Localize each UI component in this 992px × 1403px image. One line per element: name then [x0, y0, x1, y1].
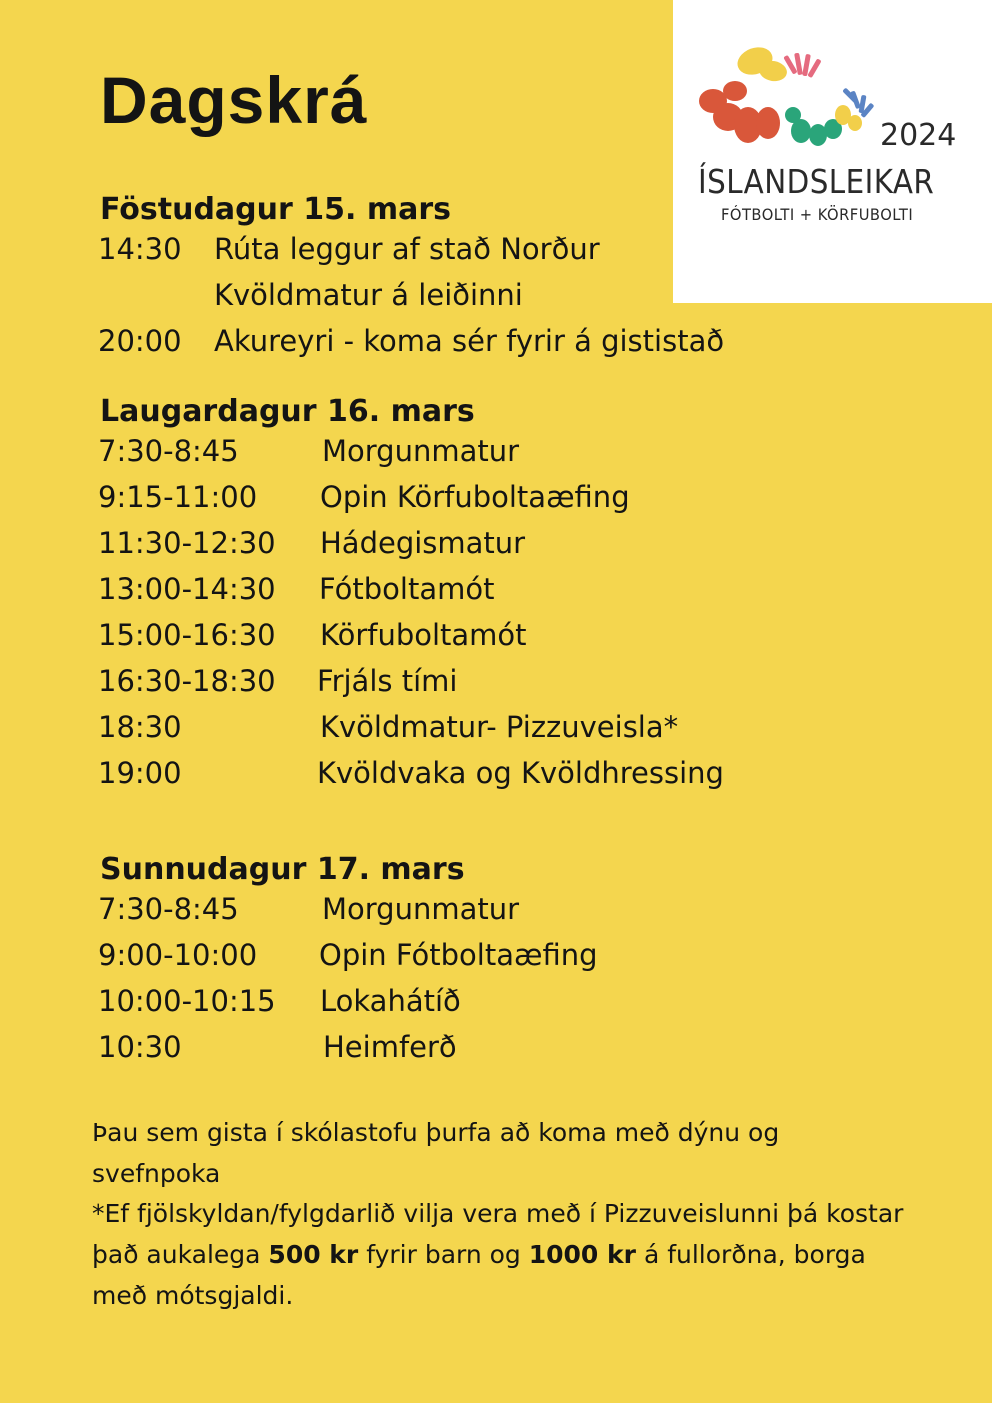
- schedule-time: 9:15-11:00: [98, 480, 258, 514]
- schedule-time: 14:30: [98, 232, 182, 266]
- event-logo: [673, 0, 992, 303]
- schedule-event: Opin Körfuboltaæfing: [320, 480, 630, 514]
- logo-name: ÍSLANDSLEIKAR: [698, 162, 935, 201]
- logo-tagline: FÓTBOLTI + KÖRFUBOLTI: [721, 205, 914, 224]
- pizza-note-text: á fullorðna, borga með mótsgjaldi.: [92, 1240, 866, 1310]
- schedule-time: 10:30: [98, 1030, 182, 1064]
- schedule-time: 20:00: [98, 324, 182, 358]
- schedule-time: 16:30-18:30: [98, 664, 276, 698]
- schedule-time: 13:00-14:30: [98, 572, 276, 606]
- price-child: 500 kr: [268, 1240, 359, 1269]
- schedule-time: 11:30-12:30: [98, 526, 276, 560]
- price-adult: 1000 kr: [528, 1240, 636, 1269]
- schedule-time: 7:30-8:45: [98, 892, 239, 926]
- schedule-event: Lokahátíð: [320, 984, 461, 1018]
- schedule-event: Hádegismatur: [320, 526, 526, 560]
- page-title: Dagskrá: [100, 63, 368, 137]
- pizza-note-text: *Ef fjölskyldan/fylgdarlið vilja vera með í Pizzuveislunni þá kostar það aukalega: [92, 1199, 904, 1269]
- pizza-note-text: fyrir barn og: [358, 1240, 529, 1269]
- schedule-event: Körfuboltamót: [320, 618, 527, 652]
- schedule-event: Rúta leggur af stað Norður: [214, 232, 600, 266]
- schedule-event: Fótboltamót: [319, 572, 495, 606]
- schedule-event: Heimferð: [323, 1030, 457, 1064]
- schedule-event: Kvöldmatur- Pizzuveisla*: [320, 710, 679, 744]
- schedule-time: 18:30: [98, 710, 182, 744]
- schedule-time: 10:00-10:15: [98, 984, 276, 1018]
- schedule-event: Frjáls tími: [317, 664, 458, 698]
- schedule-time: 19:00: [98, 756, 182, 790]
- day-heading-saturday: Laugardagur 16. mars: [100, 394, 475, 429]
- pizza-note: [92, 1193, 912, 1316]
- schedule-event: Morgunmatur: [322, 434, 520, 468]
- day-heading-sunday: Sunnudagur 17. mars: [100, 852, 465, 887]
- schedule-event: Opin Fótboltaæfing: [319, 938, 598, 972]
- schedule-event: Morgunmatur: [322, 892, 520, 926]
- schedule-event: Akureyri - koma sér fyrir á gististað: [214, 324, 725, 358]
- schedule-time: 15:00-16:30: [98, 618, 276, 652]
- schedule-event: Kvöldvaka og Kvöldhressing: [317, 756, 724, 790]
- sleeping-note: Þau sem gista í skólastofu þurfa að koma með dýnu og svefnpoka: [92, 1118, 780, 1188]
- logo-petals-icon: [693, 35, 883, 155]
- schedule-event: Kvöldmatur á leiðinni: [214, 278, 523, 312]
- day-heading-friday: Föstudagur 15. mars: [100, 192, 451, 227]
- logo-year: 2024: [880, 118, 957, 153]
- schedule-time: 9:00-10:00: [98, 938, 258, 972]
- schedule-time: 7:30-8:45: [98, 434, 239, 468]
